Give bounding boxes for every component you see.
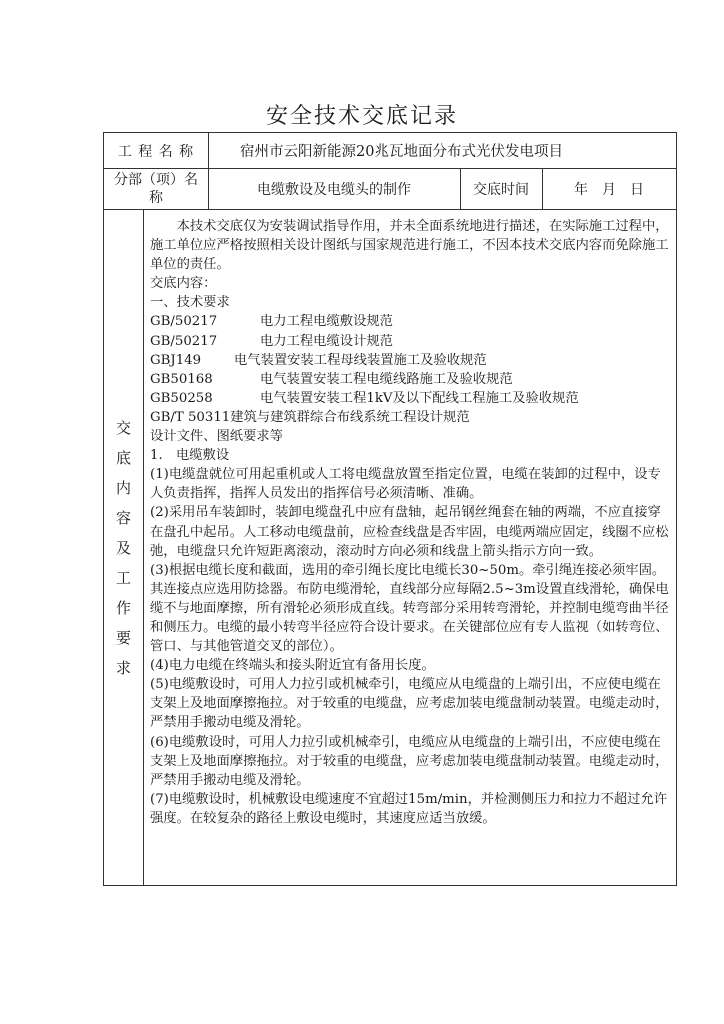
side-char: 要: [115, 628, 131, 647]
subproject-label: 分部（项）名称: [114, 171, 198, 206]
standard-row: [150, 351, 674, 370]
tech-heading: 一、技术要求: [150, 295, 230, 311]
standard-name: 电力工程电缆设计规范: [260, 333, 393, 349]
standard-code: GB/50217: [150, 314, 218, 330]
design-docs-line: 设计文件、图纸要求等: [150, 429, 283, 445]
standard-row: [150, 389, 674, 408]
project-name-label: 工 程 名 称: [117, 143, 195, 160]
document-title: 安全技术交底记录: [265, 104, 458, 129]
column-divider-side: [143, 209, 144, 885]
row-divider-2: [104, 209, 676, 210]
side-char: 底: [115, 448, 131, 467]
laying-item: (4)电力电缆在终端头和接头附近宜有备用长度。: [150, 658, 435, 674]
briefing-date-label: 交底时间: [473, 181, 529, 198]
side-char: 容: [115, 508, 131, 527]
standard-code: GBJ149: [150, 352, 202, 368]
standard-code: GB50258: [150, 390, 213, 406]
section-label: 交底内容：: [150, 276, 217, 292]
side-char: 作: [115, 598, 131, 617]
laying-item: (5)电缆敷设时，可用人力拉引或机械牵引，电缆应从电缆盘的上端引出，不应使电缆在支架上及地面摩擦拖拉。对于较重的电缆盘，应考虑加装电缆盘制动装置。电缆走动时，严禁用手搬动电缆及滑轮。: [150, 677, 669, 731]
content-side-label: [104, 210, 143, 885]
standard-code: GB/50217: [150, 333, 218, 349]
standard-last: GB/T 50311建筑与建筑群综合布线系统工程设计规范: [150, 409, 470, 425]
standard-row: [150, 370, 674, 389]
subproject-value: 电缆敷设及电缆头的制作: [257, 181, 411, 198]
side-char: 及: [115, 538, 131, 557]
intro-paragraph: 本技术交底仅为安装调试指导作用，并未全面系统地进行描述，在实际施工过程中，施工单位应严格按照相关设计图纸与国家规范进行施工，不因本技术交底内容而免除施工单位的责任。: [150, 219, 669, 273]
record-form: [103, 132, 677, 886]
standard-code: GB50168: [150, 371, 213, 387]
standard-name: 电气装置安装工程1kV及以下配线工程施工及验收规范: [260, 390, 579, 406]
laying-item: (7)电缆敷设时，机械敷设电缆速度不宜超过15m/min，并检测侧压力和拉力不超过允许强度。在较复杂的路径上敷设电缆时，其速度应适当放缓。: [150, 791, 668, 826]
laying-item: (3)根据电缆长度和截面，选用的牵引绳长度比电缆长30~50m。牵引绳连接必须牢固。其连接点应选用防捻器。布防电缆滑轮，直线部分应每隔2.5~3m设置直线滑轮，确保电缆不与地面摩擦，所有滑轮必须形成直线。转弯部分采用转弯滑轮，并控制电缆弯曲半径和侧压力。电缆的最小转弯半径应符合设计要求。在关键部位应有专人监视（如转弯位、管口、与其他管道交叉的部位）。: [150, 562, 669, 655]
briefing-content: [150, 217, 674, 828]
laying-item: (6)电缆敷设时，可用人力拉引或机械牵引，电缆应从电缆盘的上端引出，不应使电缆在支架上及地面摩擦拖拉。对于较重的电缆盘，应考虑加装电缆盘制动装置。电缆走动时，严禁用手搬动电缆及滑轮。: [150, 734, 669, 788]
standard-row: [150, 312, 674, 331]
standard-name: 电气装置安装工程母线装置施工及验收规范: [234, 352, 487, 368]
standard-name: 电力工程电缆敷设规范: [260, 314, 393, 330]
laying-heading: 1. 电缆敷设: [150, 448, 230, 464]
side-char: 交: [115, 418, 131, 437]
project-name-value: 宿州市云阳新能源20兆瓦地面分布式光伏发电项目: [240, 144, 563, 160]
side-char: 求: [115, 658, 131, 677]
standard-row: [150, 332, 674, 351]
standard-name: 电气装置安装工程电缆线路施工及验收规范: [260, 371, 513, 387]
laying-item: (2)采用吊车装卸时，装卸电缆盘孔中应有盘轴，起吊钢丝绳套在轴的两端，不应直接穿在盘孔中起吊。人工移动电缆盘前，应检查线盘是否牢固，电缆两端应固定，线圈不应松弛，电缆盘只允许短距离滚动，滚动时方向必须和线盘上箭头指示方向一致。: [150, 505, 669, 559]
laying-item: (1)电缆盘就位可用起重机或人工将电缆盘放置至指定位置，电缆在装卸的过程中，设专人负责指挥，指挥人员发出的指挥信号必须清晰、准确。: [150, 467, 661, 502]
briefing-date-value: 年 月 日: [574, 181, 644, 198]
side-char: 工: [115, 568, 131, 587]
side-char: 内: [115, 478, 131, 497]
